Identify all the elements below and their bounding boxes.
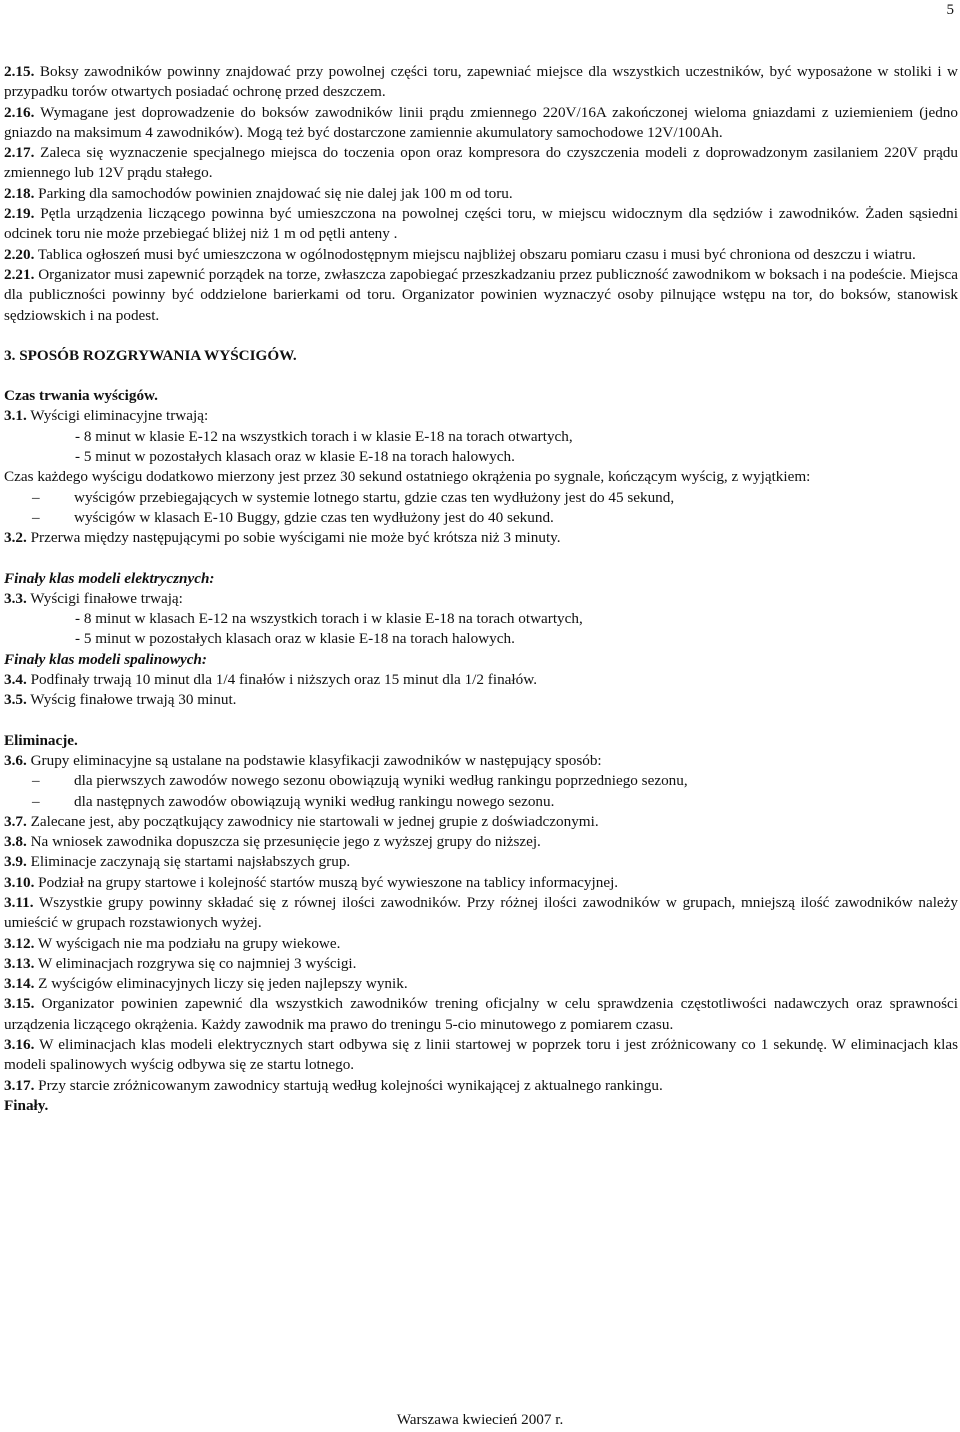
paragraph-czas: Czas każdego wyścigu dodatkowo mierzony jest przez 30 sekund ostatniego okrążenia po sygnale, kończącym wyścig, z wyjątkiem: <box>4 468 811 486</box>
section-text: Wyścig finałowe trwają 30 minut. <box>26 691 237 709</box>
section-number: 3.3. <box>4 589 27 607</box>
section-text: Organizator musi zapewnić porządek na torze, zwłaszcza zapobiegać przeszkadzaniu przez publiczność zawodnikom w boksach i na podeście. Miejsca dla publiczności powinny być oddzielone barierkami od toru. Organizator powinien wyznaczyć osoby pilnujące wstępu na tor, do boksów, stanowisk sędziowskich i na podest. <box>4 265 958 324</box>
section-text: Przerwa między następującymi po sobie wyścigami nie może być krótsza niż 3 minuty. <box>26 529 561 547</box>
paragraph-3-7 <box>4 812 958 832</box>
section-number: 3.10. <box>4 873 35 891</box>
section-number: 2.16. <box>4 103 35 121</box>
section-number: 2.17. <box>4 144 35 162</box>
list-item: - 5 minut w pozostałych klasach oraz w klasie E-18 na torach halowych. <box>75 448 515 466</box>
document-body <box>4 62 958 1116</box>
paragraph-2-21 <box>4 265 958 326</box>
paragraph-3-11 <box>4 893 958 934</box>
paragraph-2-19 <box>4 204 958 245</box>
list-item-text: wyścigów w klasach E-10 Buggy, gdzie czas ten wydłużony jest do 40 sekund. <box>74 508 554 526</box>
section-text: Boksy zawodników powinny znajdować przy powolnej części toru, zapewniać miejsce dla wszystkich uczestników, być wyposażone w stoliki i w przypadku torów otwartych posiadać ochronę przed deszczem. <box>4 63 958 101</box>
list-item <box>4 508 958 528</box>
section-text: Grupy eliminacyjne są ustalane na podstawie klasyfikacji zawodników w następujący sposób: <box>26 751 602 769</box>
section-number: 3.1. <box>4 407 27 425</box>
section-text: Zaleca się wyznaczenie specjalnego miejsca do toczenia opon oraz kompresora do czyszczenia modeli z doprowadzonym zasilaniem 220V prądu zmiennego lub 12V prądu stałego. <box>4 144 958 182</box>
section-text: Tablica ogłoszeń musi być umieszczona w ogólnodostępnym miejscu najbliżej obszaru pomiaru czasu i musi być chroniona od deszczu i wiatru. <box>34 245 916 263</box>
paragraph-2-18 <box>4 184 958 204</box>
dash-bullet: – <box>32 792 40 810</box>
section-text: Przy starcie zróżnicowanym zawodnicy startują według kolejności wynikającej z aktualnego rankingu. <box>34 1076 663 1094</box>
list-item: - 5 minut w pozostałych klasach oraz w klasie E-18 na torach halowych. <box>75 630 515 648</box>
section-text: Wyścigi eliminacyjne trwają: <box>26 407 209 425</box>
section-number: 3.15. <box>4 995 35 1013</box>
dash-bullet: – <box>32 488 40 506</box>
subheading-finaly: Finały. <box>4 1096 49 1114</box>
section-number: 3.16. <box>4 1036 35 1054</box>
paragraph-3-4 <box>4 670 958 690</box>
section-text: Z wyścigów eliminacyjnych liczy się jeden najlepszy wynik. <box>34 975 408 993</box>
paragraph-2-15 <box>4 62 958 103</box>
section-text: Zalecane jest, aby początkujący zawodnicy nie startowali w jednej grupie z doświadczonymi. <box>26 812 599 830</box>
paragraph-3-12 <box>4 934 958 954</box>
section-text: Eliminacje zaczynają się startami najsłabszych grup. <box>26 853 351 871</box>
paragraph-3-15 <box>4 994 958 1035</box>
section-text: Na wniosek zawodnika dopuszcza się przesunięcie jego z wyższej grupy do niższej. <box>26 833 541 851</box>
section-number: 2.18. <box>4 184 35 202</box>
paragraph-3-9 <box>4 852 958 872</box>
paragraph-2-17 <box>4 143 958 184</box>
section-text: Pętla urządzenia liczącego powinna być umieszczona na powolnej części toru, w miejscu widocznym dla sędziów i zawodników. Żaden sąsiedni odcinek toru nie może przebiegać bliżej niż 1 m od pętli anteny . <box>4 205 958 243</box>
section-number: 2.19. <box>4 205 35 223</box>
chapter-heading: 3. SPOSÓB ROZGRYWANIA WYŚCIGÓW. <box>4 346 297 364</box>
section-text: W eliminacjach klas modeli elektrycznych start odbywa się z linii startowej w poprzek toru i jest zróżnicowany co 1 sekundę. W eliminacjach klas modeli spalinowych wyścig odbywa się ze startu lotnego. <box>4 1036 958 1074</box>
section-number: 3.14. <box>4 975 35 993</box>
paragraph-3-5 <box>4 690 958 710</box>
section-text: Parking dla samochodów powinien znajdować się nie dalej jak 100 m od toru. <box>34 184 513 202</box>
section-number: 3.2. <box>4 529 27 547</box>
paragraph-3-1 <box>4 406 958 426</box>
paragraph-3-14 <box>4 974 958 994</box>
list-item-text: dla pierwszych zawodów nowego sezonu obowiązują wyniki według rankingu poprzedniego sezonu, <box>74 772 688 790</box>
paragraph-3-16 <box>4 1035 958 1076</box>
section-text: Organizator powinien zapewnić dla wszystkich zawodników trening oficjalny w celu sprawdzenia częstotliwości nadawczych oraz sprawności urządzenia liczącego okrążenia. Każdy zawodnik ma prawo do treningu 5-cio minutowego z pomiarem czasu. <box>4 995 958 1033</box>
list-item-text: wyścigów przebiegających w systemie lotnego startu, gdzie czas ten wydłużony jest do 45 sekund, <box>74 488 675 506</box>
section-number: 3.11. <box>4 893 34 911</box>
page-footer: Warszawa kwiecień 2007 r. <box>396 1411 564 1428</box>
section-text: Wszystkie grupy powinny składać się z równej ilości zawodników. Przy różnej ilości zawodników w grupach, mniejszą ilość zawodników należy umieścić w grupach rozstawionych wyżej. <box>4 893 958 932</box>
paragraph-2-16 <box>4 103 958 144</box>
paragraph-3-13 <box>4 954 958 974</box>
section-text: W eliminacjach rozgrywa się co najmniej 3 wyścigi. <box>34 954 357 972</box>
section-number: 2.20. <box>4 245 35 263</box>
subheading-czas-trwania: Czas trwania wyścigów. <box>4 387 158 405</box>
section-text: Podfinały trwają 10 minut dla 1/4 finałów i niższych oraz 15 minut dla 1/2 finałów. <box>26 671 538 689</box>
section-text: W wyścigach nie ma podziału na grupy wiekowe. <box>34 934 341 952</box>
paragraph-3-2 <box>4 528 958 548</box>
section-number: 3.6. <box>4 751 27 769</box>
section-number: 2.15. <box>4 63 35 80</box>
paragraph-3-10 <box>4 873 958 893</box>
list-item <box>4 488 958 508</box>
section-number: 3.4. <box>4 671 27 689</box>
section-number: 3.7. <box>4 812 27 830</box>
subheading-finaly-elektryczne: Finały klas modeli elektrycznych: <box>4 569 215 587</box>
dash-bullet: – <box>32 508 40 526</box>
list-item: - 8 minut w klasach E-12 na wszystkich torach i w klasie E-18 na torach otwartych, <box>75 610 583 628</box>
section-number: 2.21. <box>4 265 35 283</box>
subheading-finaly-spalinowe: Finały klas modeli spalinowych: <box>4 650 207 668</box>
paragraph-3-8 <box>4 832 958 852</box>
section-number: 3.17. <box>4 1076 35 1094</box>
list-item <box>4 792 958 812</box>
list-item-text: dla następnych zawodów obowiązują wyniki według rankingu nowego sezonu. <box>74 792 555 810</box>
section-number: 3.5. <box>4 691 27 709</box>
section-text: Wymagane jest doprowadzenie do boksów zawodników linii prądu zmiennego 220V/16A zakończonej wieloma gniazdami z uziemieniem (jedno gniazdo na maksimum 4 zawodników). Mogą też być dostarczone zamiennie akumulatory samochodowe 12V/100Ah. <box>4 103 958 141</box>
paragraph-3-6 <box>4 751 958 771</box>
list-item <box>4 771 958 791</box>
section-number: 3.9. <box>4 853 27 871</box>
dash-bullet: – <box>32 772 40 790</box>
subheading-eliminacje: Eliminacje. <box>4 731 78 749</box>
paragraph-3-3 <box>4 589 958 609</box>
section-text: Podział na grupy startowe i kolejność startów muszą być wywieszone na tablicy informacyjnej. <box>34 873 619 891</box>
section-number: 3.12. <box>4 934 35 952</box>
paragraph-3-17 <box>4 1076 958 1096</box>
section-text: Wyścigi finałowe trwają: <box>26 589 183 607</box>
page-number: 5 <box>946 2 954 18</box>
section-number: 3.8. <box>4 833 27 851</box>
paragraph-2-20 <box>4 245 958 265</box>
list-item: - 8 minut w klasie E-12 na wszystkich torach i w klasie E-18 na torach otwartych, <box>75 427 573 445</box>
section-number: 3.13. <box>4 954 35 972</box>
